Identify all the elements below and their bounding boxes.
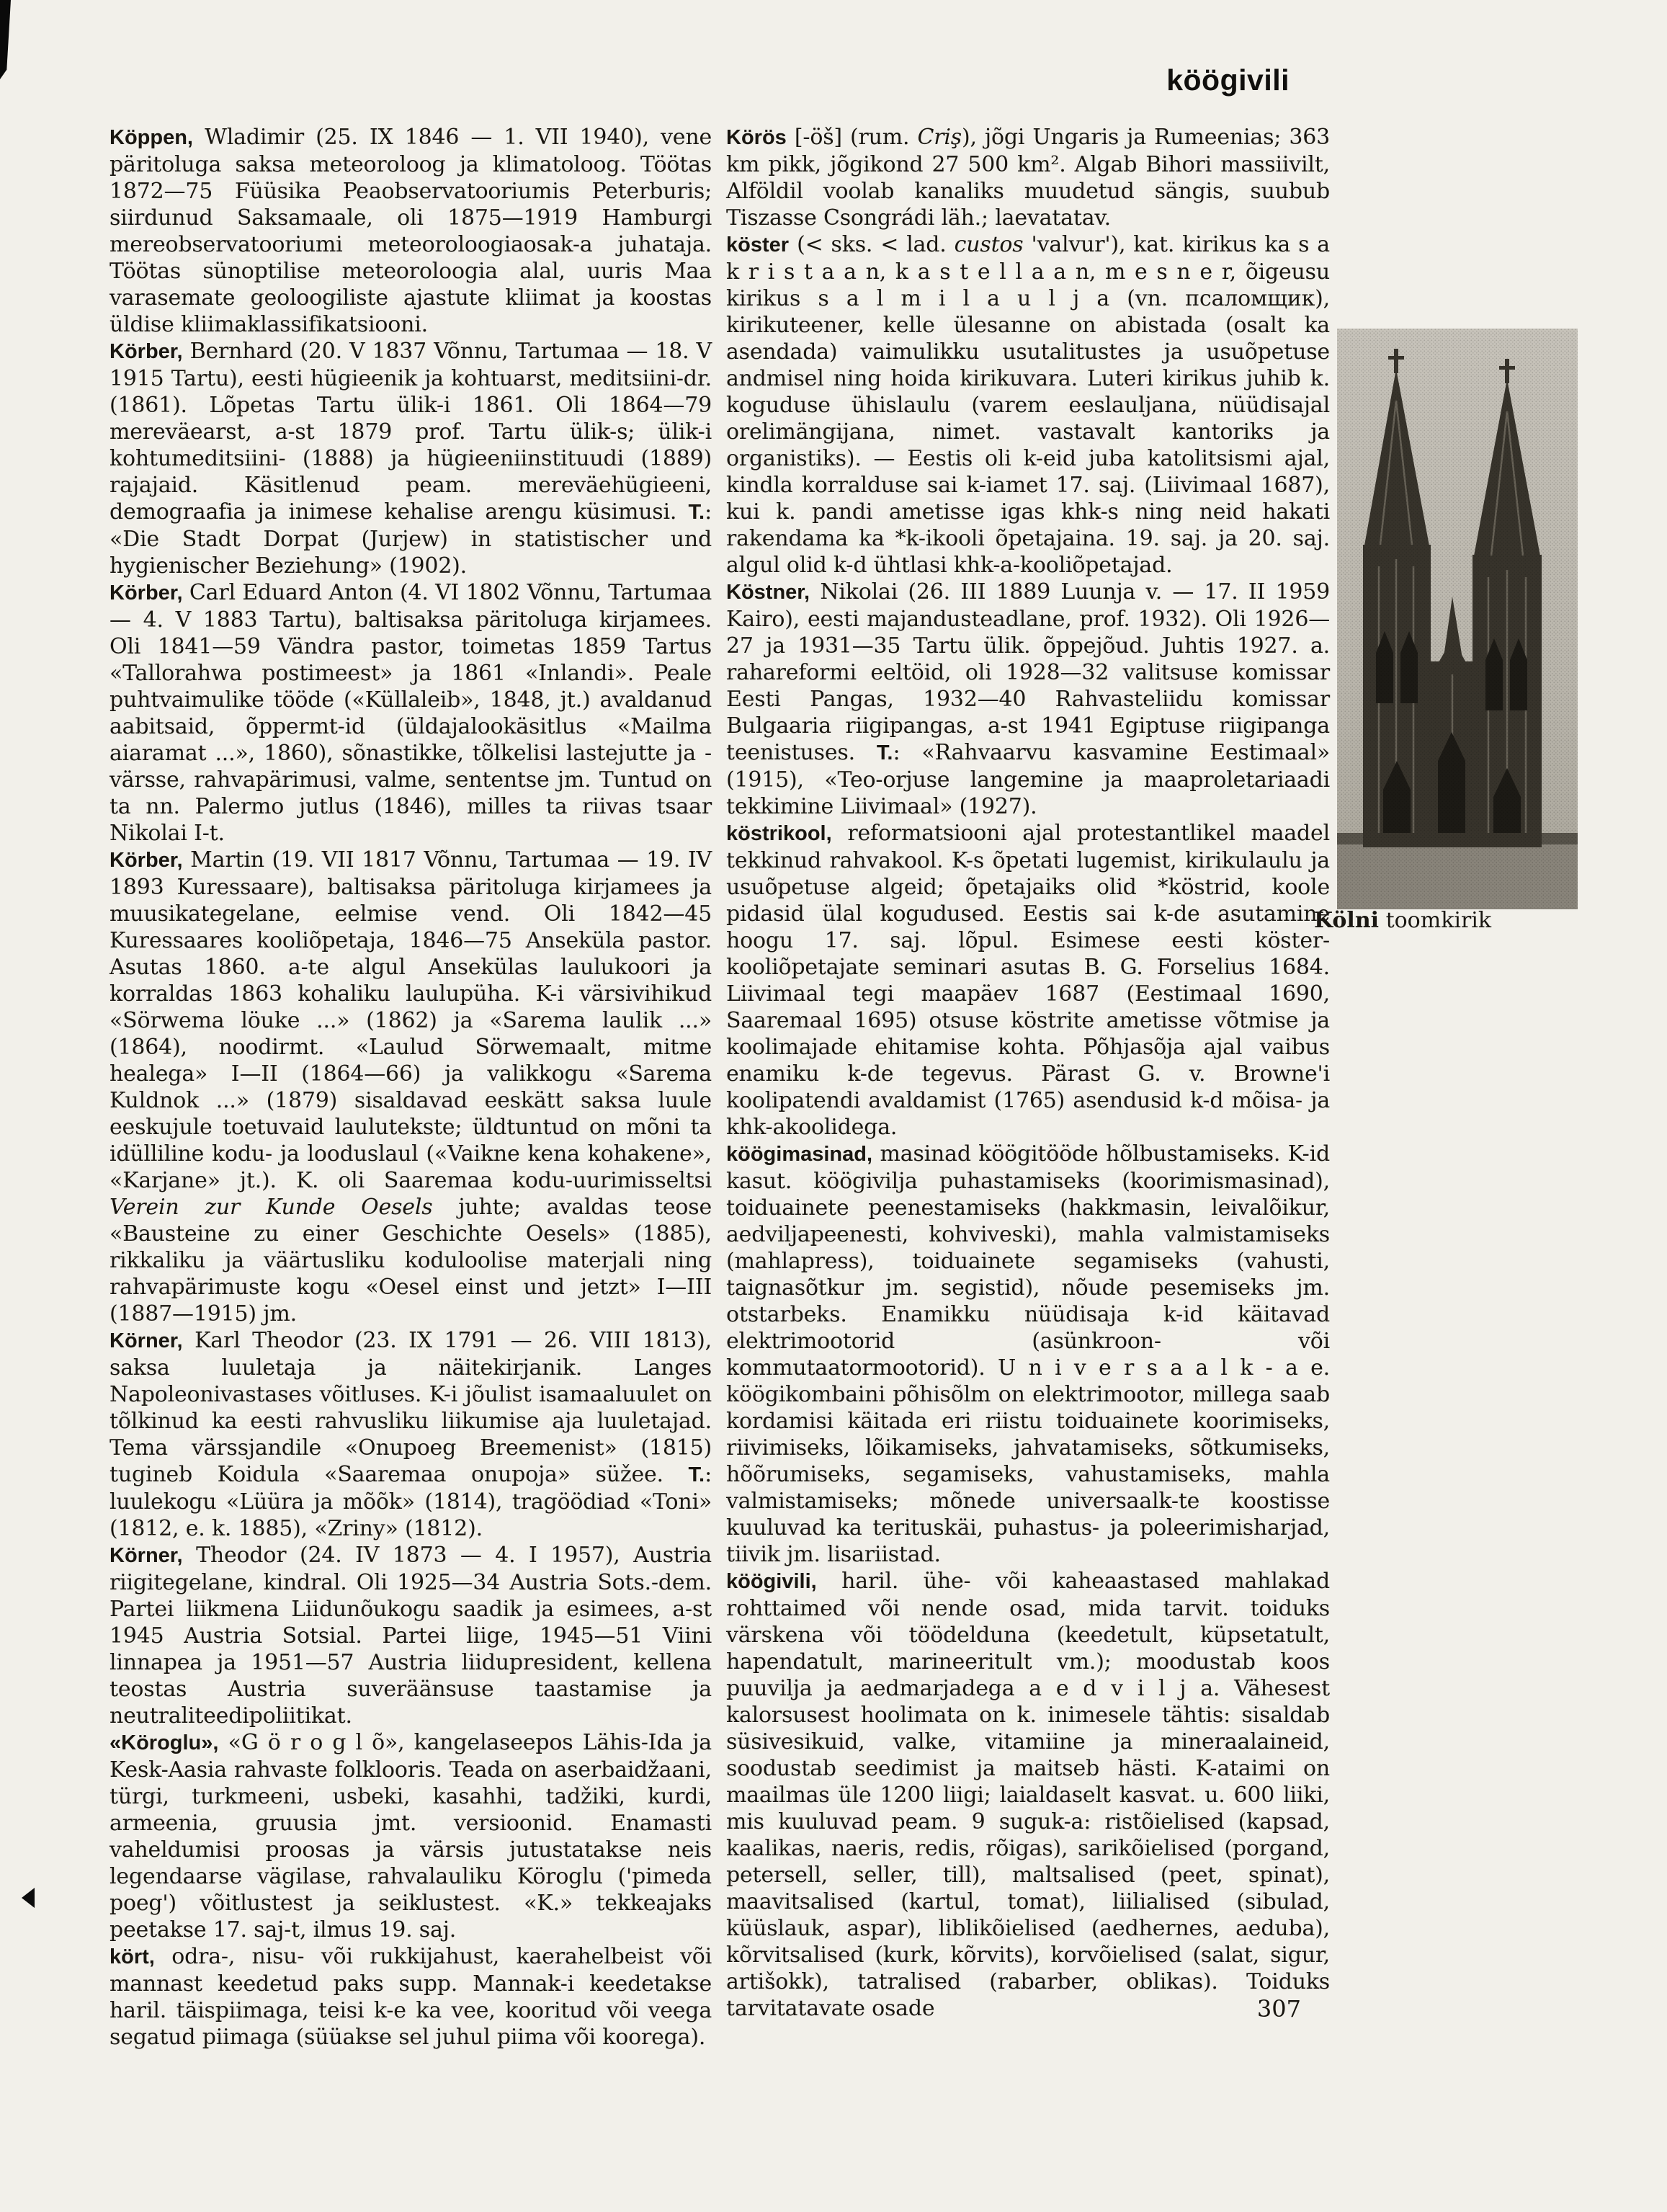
dictionary-entry xyxy=(110,124,712,338)
dictionary-entry xyxy=(726,820,1330,1141)
dictionary-entry xyxy=(110,1542,712,1729)
entry-headword: T. xyxy=(688,1463,705,1486)
right-column xyxy=(726,124,1330,2022)
entry-text: Wladimir (25. IX 1846 — 1. VII 1940), vene päritoluga saksa meteoroloog ja klimatoloog. Töötas 1872—75 Füüsika Peaobservatooriumis Peterburis; siirdunud Saksamaale, oli 1875—1919 Hamburgi mereobservatooriumi meteoroloogiaosak-a juhataja. Töötas sünoptilise meteoroloogia alal, uuris Maa varasemate geoloogiliste ajastute kliimat ja koostas üldise kliimaklassifikatsiooni. xyxy=(110,125,712,337)
entry-text: odra-, nisu- või rukkijahust, kaerahelbeist või mannast keedetud paks supp. Mannak-i keedetakse haril. täispiimaga, teisi k-e ka vee, kooritud või veega segatud piimaga (süüakse sel juhul piima või koorega). xyxy=(110,1944,712,2050)
cathedral-illustration xyxy=(1337,329,1578,909)
entry-headword: T. xyxy=(876,741,893,764)
entry-text: Theodor (24. IV 1873 — 4. I 1957), Austria riigitegelane, kindral. Oli 1925—34 Austria Sots.-dem. Partei liikmena Liidunõukogu saadik ja esimees, a-st 1945 Austria Sotsial. Partei liige, 1945—51 Viini linnapea ja 1951—57 Austria liidupresident, kellena teostas Austria suveräänsuse taastamise ja neutraliteedipoliitikat. xyxy=(110,1543,712,1729)
entry-text: 'valvur'), kat. kirikus ka s a k r i s t a a n, k a s t e l l a a n, m e s n e r, õigeusu kirikus s a l m i l a u l j a (vn. псаломщик), kirikuteener, kelle ülesanne on abistada (osalt ka asendada) vaimulikku usutalitustes ja usuõpetuse andmisel ning hoida kirikuvara. Luteri kirikus juhib k. koguduse ühislaulu (varem eeslauljana, nüüdisajal orelimängijana, nimet. vastavalt kantoriks ja organistiks). — Eestis oli k-eid juba katolitsismi ajal, kindla korralduse sai k-iamet 17. saj. (Liivimaal 1687), kui k. pandi ametisse igas khk-s ning neid hakati rakendama ka *k-ikooli õpetajaina. 19. saj. ja 20. saj. algul olid k-d ühtlasi khk-a-kooliõpetajad. xyxy=(726,232,1330,578)
dictionary-entry xyxy=(110,1729,712,1943)
entry-headword: köstrikool, xyxy=(726,822,832,845)
entry-headword: Körber, xyxy=(110,581,183,605)
page-number: 307 xyxy=(1256,1995,1301,2023)
cathedral-photo xyxy=(1337,329,1578,909)
entry-italic-text: custos xyxy=(954,232,1024,257)
entry-text: : «Rahvaarvu kasvamine Eestimaal» (1915), «Teo-orjuse langemine ja maaproletariaadi tekkimine Liivimaal» (1927). xyxy=(726,740,1330,819)
margin-triangle-mark xyxy=(22,1888,35,1908)
entry-headword: köster xyxy=(726,233,790,257)
dictionary-entry xyxy=(110,1943,712,2051)
entry-headword: Körber, xyxy=(110,849,183,872)
dictionary-entry xyxy=(110,1327,712,1542)
running-head: köögivili xyxy=(1166,63,1290,97)
entry-headword: köögimasinad, xyxy=(726,1143,873,1166)
entry-text: ), jõgi Ungaris ja Rumeenias; 363 km pikk, jõgikond 27 500 km². Algab Bihori massiivilt, Alföldil voolab kanaliks muudetud sängis, suubub Tiszasse Csongrádi läh.; laevatatav. xyxy=(726,125,1330,231)
entry-text: masinad köögitööde hõlbustamiseks. K-id kasut. köögivilja puhastamiseks (koorimismasinad), toiduainete peenestamiseks (hakkmasin, leivalõikur, aedviljapeenesti, kohviveski), mahla valmistamiseks (mahlapress), toiduainete segamiseks (vahusti, taignasõtkur jm. segistid), nõude pesemiseks jm. otstarbeks. Enamikku nüüdisaja k-id käitavad elektrimootorid (asünkroon- või kommutaatormootorid). U n i v e r s a a l k - a e. köögikombaini põhisõlm on elektrimootor, millega saab kordamisi käitada eri riistu toiduainete koorimiseks, riivimiseks, lõikamiseks, jahvatamiseks, sõtkumiseks, hõõrumiseks, segamiseks, vahustamiseks, mahla valmistamiseks; mõnede universaalk-te koostisse kuuluvad ka terituskäi, puhastus- ja poleerimisharjad, tiivik jm. lisariistad. xyxy=(726,1141,1330,1567)
entry-headword: kört, xyxy=(110,1945,155,1968)
dictionary-entry xyxy=(110,338,712,579)
dictionary-entry xyxy=(110,579,712,847)
entry-headword: Körner, xyxy=(110,1329,183,1352)
entry-text: Nikolai (26. III 1889 Luunja v. — 17. II 1959 Kairo), eesti majandusteadlane, prof. 1932). Oli 1926—27 ja 1931—35 Tartu ülik. õppejõud. Juhtis 1927. a. rahareformi eeltöid, oli 1928—32 valitsuse komissar Eesti Pangas, 1932—40 Rahvasteliidu komissar Bulgaaria riigipangas, a-st 1941 Egiptuse riigipanga teenistuses. xyxy=(726,579,1330,765)
photo-caption-bold: Kölni xyxy=(1314,908,1380,933)
dictionary-entry xyxy=(726,1568,1330,2022)
entry-text: haril. ühe- või kaheaastased mahlakad rohttaimed või nende osad, mida tarvit. toiduks värskena või töödelduna (keedetult, küpsetatult, hapendatult, marineeritult vm.); moodustab koos puuvilja ja aedmarjadega a e d v i l j a. Vähesest kalorsusest hoolimata on k. inimesele tähtis: sisaldab süsivesikuid, valke, vitamiine ja mineraalaineid, soodustab seedimist ja maitseb hästi. K-ataimi on maailmas üle 1200 liigi; laialdaselt kasvat. u. 600 liiki, mis kuuluvad peam. 9 suguk-a: ristõielised (kapsad, kaalikas, naeris, redis, rõigas), sarikõielised (porgand, petersell, seller, till), maltsalised (peet, spinat), maavitsalised (kartul, tomat), liilialised (sibulad, küüslauk, aspar), liblikõielised (aedhernes, aeduba), kõrvitsalised (kurk, kõrvits), korvõielised (salat, sigur, artišokk), tatralised (rabarber, oblikas). Toiduks tarvitatavate osade xyxy=(726,1569,1330,2021)
entry-text: juhte; avaldas teose «Bausteine zu einer Geschichte Oesels» (1885), rikkaliku ja väärtusliku koduloolise materjali ning rahvapärimuste kogu «Oesel einst und jetzt» I—III (1887—1915) jm. xyxy=(110,1195,712,1326)
entry-text: reformatsiooni ajal protestantlikel maadel tekkinud rahvakool. K-s õpetati lugemist, kirikulaulu ja usuõpetuse algeid; õpetajaiks olid *köstrid, koole pidasid ülal kogudused. Eestis sai k-de asutamine hoogu 17. saj. lõpul. Esimese eesti köster-kooliõpetajate seminari asutas B. G. Forselius 1684. Liivimaal tegi maapäev 1687 (Eestimaal 1690, Saaremaal 1695) otsuse köstrite ametisse võtmise ja koolimajade ehitamise kohta. Põhjasõja ajal vaibus enamiku k-de tegevus. Pärast G. v. Browne'i koolipatendi avaldamist (1765) asendusid k-d mõisa- ja khk-akoolidega. xyxy=(726,821,1330,1140)
entry-headword: Körber, xyxy=(110,340,183,363)
entry-text: Martin (19. VII 1817 Võnnu, Tartumaa — 19. IV 1893 Kuressaare), baltisaksa päritoluga kirjamees ja muusikategelane, eelmise vend. Oli 1842—45 Kuressaares kooliõpetaja, 1846—75 Anseküla pastor. Asutas 1860. a-te algul Ansekülas laulukoori ja korraldas 1863 kohaliku laulupüha. K-i värsivihikud «Sörwema löuke ...» (1862) ja «Sarema laulik ...» (1864), noodirmt. «Laulud Sörwemaalt, mitme healega» I—II (1864—66) ja valikkogu «Sarema Kuldnok ...» (1879) sisaldavad eeskätt saksa luule eeskujule toetuvaid laulutekste; üldtuntud on mõni ta idülliline kodu- ja looduslaul («Vaikne kena kohakene», «Karjane» jt.). K. oli Saaremaa kodu-uurimisseltsi xyxy=(110,847,712,1193)
entry-headword: Körös xyxy=(726,126,787,149)
entry-text: Karl Theodor (23. IX 1791 — 26. VIII 1813), saksa luuletaja ja näitekirjanik. Langes Napoleonivastases võitluses. K-i jõulist isamaaluulet on tõlkinud ka eesti rahvusliku liikumise aja luuletajad. Tema värssjandile «Onupoeg Breemenist» (1815) tugineb Koidula «Saaremaa onupoja» süžee. xyxy=(110,1328,712,1487)
dictionary-entry xyxy=(726,579,1330,820)
entry-text: Carl Eduard Anton (4. VI 1802 Võnnu, Tartumaa — 4. V 1883 Tartu), baltisaksa päritoluga kirjamees. Oli 1841—59 Vändra pastor, toimetas 1859 Tartus «Tallorahwa postimeest» ja 1861 «Inlandi». Peale puhtvaimulike tööde («Küllaleib», 1848, jt.) avaldanud aabitsaid, õppermt-id (üldajalookäsitlus «Mailma aiaramat ...», 1860), sõnastikke, tõlkelisi lastejutte ja -värsse, rahvapärimusi, valme, sententse jm. Tuntud on ta nn. Palermo jutlus (1846), milles ta riivas tsaar Nikolai I-t. xyxy=(110,580,712,846)
entry-text: [-öš] (rum. xyxy=(786,125,918,150)
entry-italic-text: Criş xyxy=(917,125,962,150)
entry-headword: T. xyxy=(688,501,705,524)
entry-text: «G ö r o g l õ», kangelaseepos Lähis-Ida ja Kesk-Aasia rahvaste folklooris. Teada on aserbaidžaani, türgi, turkmeeni, usbeki, kasahhi, tadžiki, kurdi, armeenia, gruusia jmt. versioonid. Enamasti vaheldumisi proosas ja värsis jutustatakse neis legendaarse vägilase, rahvalauliku Köroglu ('pimeda poeg') võitlustest ja seiklustest. «K.» tekkeajaks peetakse 17. saj-t, ilmus 19. saj. xyxy=(110,1730,712,1943)
entry-text: (< sks. < lad. xyxy=(789,232,955,257)
entry-headword: köögivili, xyxy=(726,1570,817,1593)
entry-headword: Köppen, xyxy=(110,126,193,149)
dictionary-entry xyxy=(726,124,1330,231)
entry-italic-text: Verein zur Kunde Oesels xyxy=(110,1195,433,1220)
entry-headword: Körner, xyxy=(110,1544,183,1567)
dictionary-entry xyxy=(726,231,1330,579)
entry-text: Bernhard (20. V 1837 Võnnu, Tartumaa — 18. V 1915 Tartu), eesti hügieenik ja kohtuarst, meditsiini-dr. (1861). Lõpetas Tartu ülik-i 1861. Oli 1864—79 mereväearst, a-st 1879 prof. Tartu ülik-s; ülik-i kohtumeditsiini- (1888) ja hügieeniinstituudi (1889) rajajaid. Käsitlenud peam. mereväehügieeni, demograafia ja inimese kehalise arengu küsimusi. xyxy=(110,339,712,525)
entry-headword: «Köroglu», xyxy=(110,1731,219,1754)
photo-caption xyxy=(1314,908,1491,934)
photo-caption-rest: toomkirik xyxy=(1379,908,1492,933)
dictionary-entry xyxy=(110,847,712,1327)
scan-artifact-streak xyxy=(0,0,11,79)
dictionary-entry xyxy=(726,1141,1330,1568)
entry-text: : luulekogu «Lüüra ja mõõk» (1814), tragöödiad «Toni» (1812, e. k. 1885), «Zriny» (1812). xyxy=(110,1462,712,1541)
entry-headword: Köstner, xyxy=(726,581,810,604)
entry-text: : «Die Stadt Dorpat (Jurjew) in statistischer und hygienischer Beziehung» (1902). xyxy=(110,499,712,579)
left-column xyxy=(110,124,712,2051)
